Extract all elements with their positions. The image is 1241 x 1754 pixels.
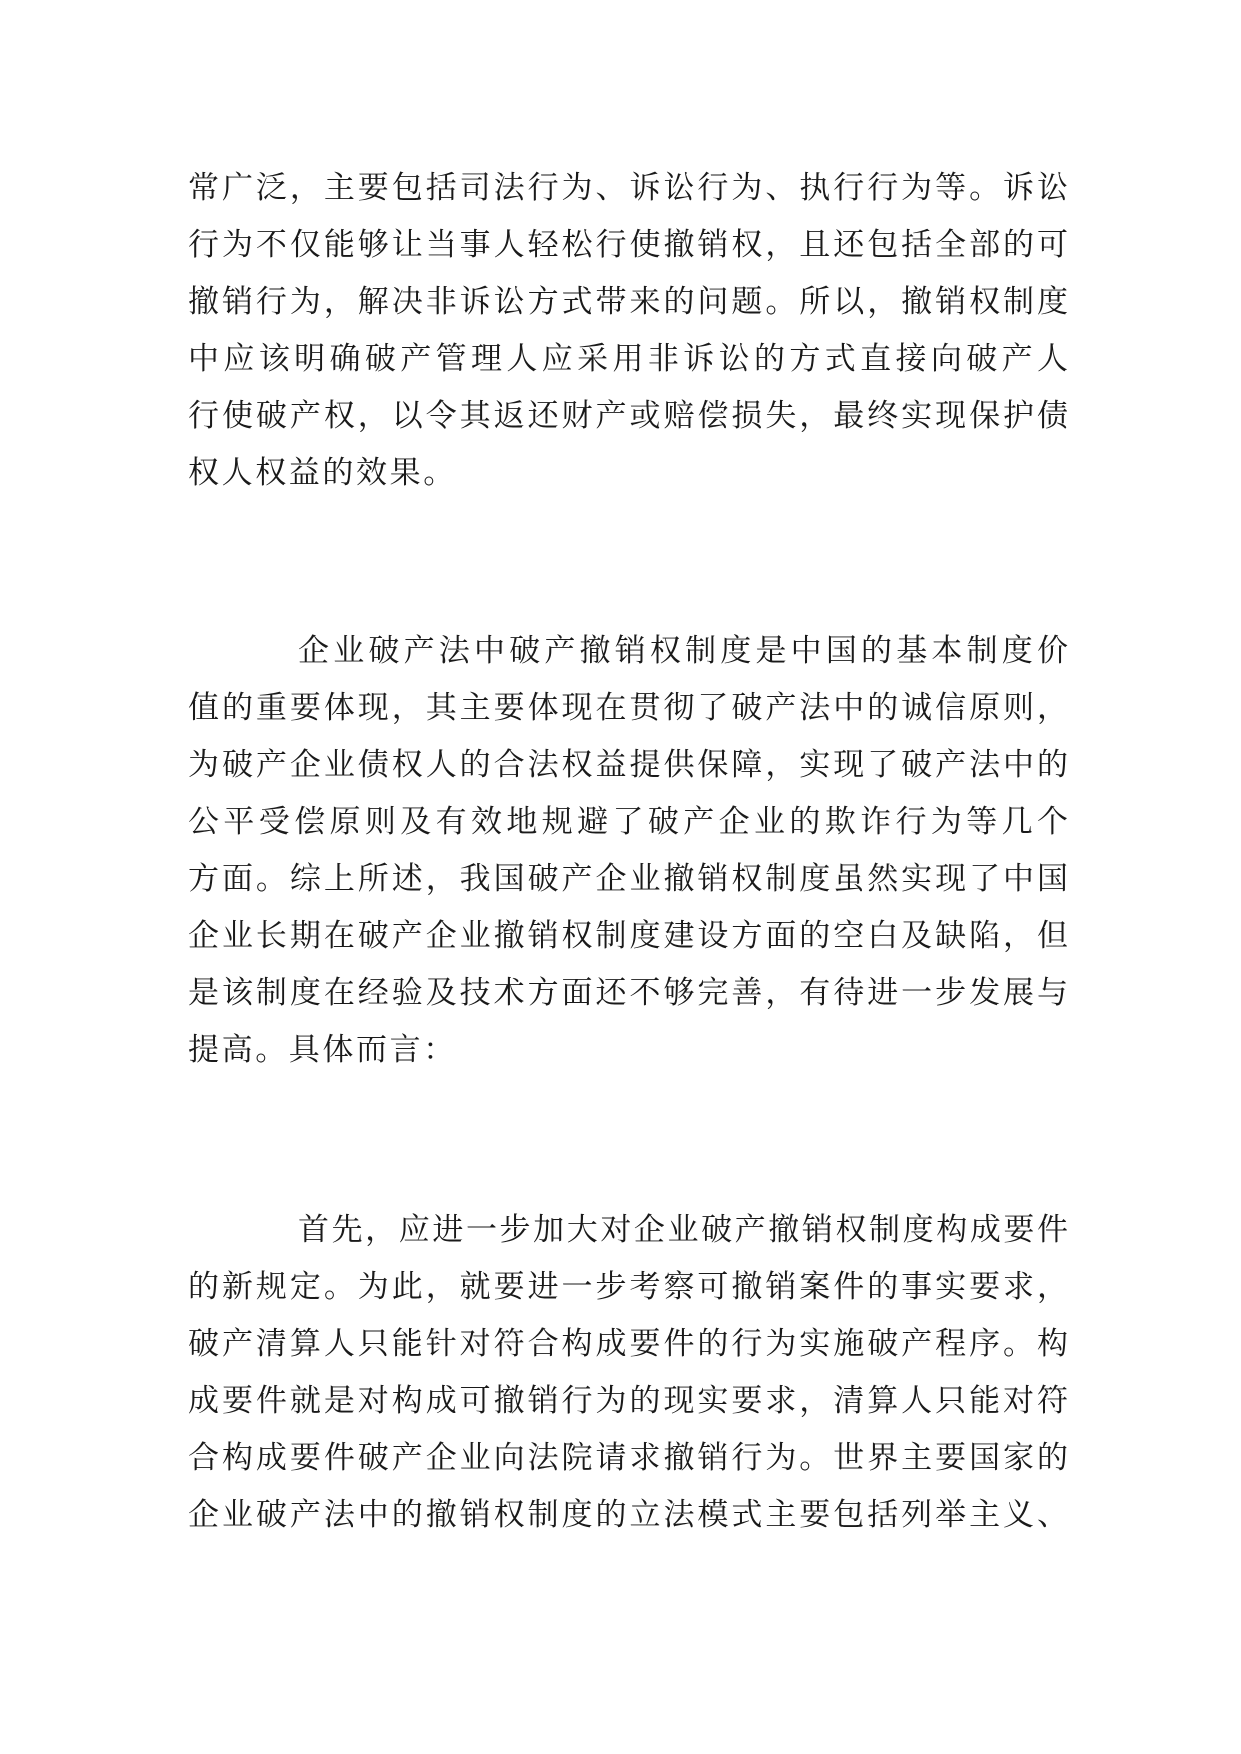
text-line: 行为不仅能够让当事人轻松行使撤销权，且还包括全部的可 bbox=[188, 227, 1068, 263]
text-line: 成要件就是对构成可撤销行为的现实要求，清算人只能对符 bbox=[188, 1383, 1068, 1419]
text-line: 企业破产法中破产撤销权制度是中国的基本制度价 bbox=[298, 633, 1068, 669]
text-line: 值的重要体现，其主要体现在贯彻了破产法中的诚信原则， bbox=[188, 690, 1068, 726]
text-line: 中应该明确破产管理人应采用非诉讼的方式直接向破产人 bbox=[188, 341, 1068, 377]
text-line: 破产清算人只能针对符合构成要件的行为实施破产程序。构 bbox=[188, 1326, 1068, 1362]
text-line: 合构成要件破产企业向法院请求撤销行为。世界主要国家的 bbox=[188, 1440, 1068, 1476]
text-line: 行使破产权，以令其返还财产或赔偿损失，最终实现保护债 bbox=[188, 398, 1068, 434]
paragraph-2 bbox=[188, 623, 1068, 1079]
text-line: 提高。具体而言： bbox=[188, 1032, 457, 1068]
paragraph-1 bbox=[188, 160, 1068, 502]
text-line: 是该制度在经验及技术方面还不够完善，有待进一步发展与 bbox=[188, 975, 1068, 1011]
text-line: 企业破产法中的撤销权制度的立法模式主要包括列举主义、 bbox=[188, 1497, 1068, 1533]
text-line: 为破产企业债权人的合法权益提供保障，实现了破产法中的 bbox=[188, 747, 1068, 783]
text-line: 首先，应进一步加大对企业破产撤销权制度构成要件 bbox=[298, 1212, 1068, 1248]
text-line: 方面。综上所述，我国破产企业撤销权制度虽然实现了中国 bbox=[188, 861, 1068, 897]
text-line: 企业长期在破产企业撤销权制度建设方面的空白及缺陷，但 bbox=[188, 918, 1068, 954]
text-line: 的新规定。为此，就要进一步考察可撤销案件的事实要求， bbox=[188, 1269, 1068, 1305]
text-line: 撤销行为，解决非诉讼方式带来的问题。所以，撤销权制度 bbox=[188, 284, 1068, 320]
paragraph-3 bbox=[188, 1202, 1068, 1544]
text-line: 权人权益的效果。 bbox=[188, 455, 457, 491]
text-line: 公平受偿原则及有效地规避了破产企业的欺诈行为等几个 bbox=[188, 804, 1068, 840]
text-line: 常广泛，主要包括司法行为、诉讼行为、执行行为等。诉讼 bbox=[188, 170, 1068, 206]
